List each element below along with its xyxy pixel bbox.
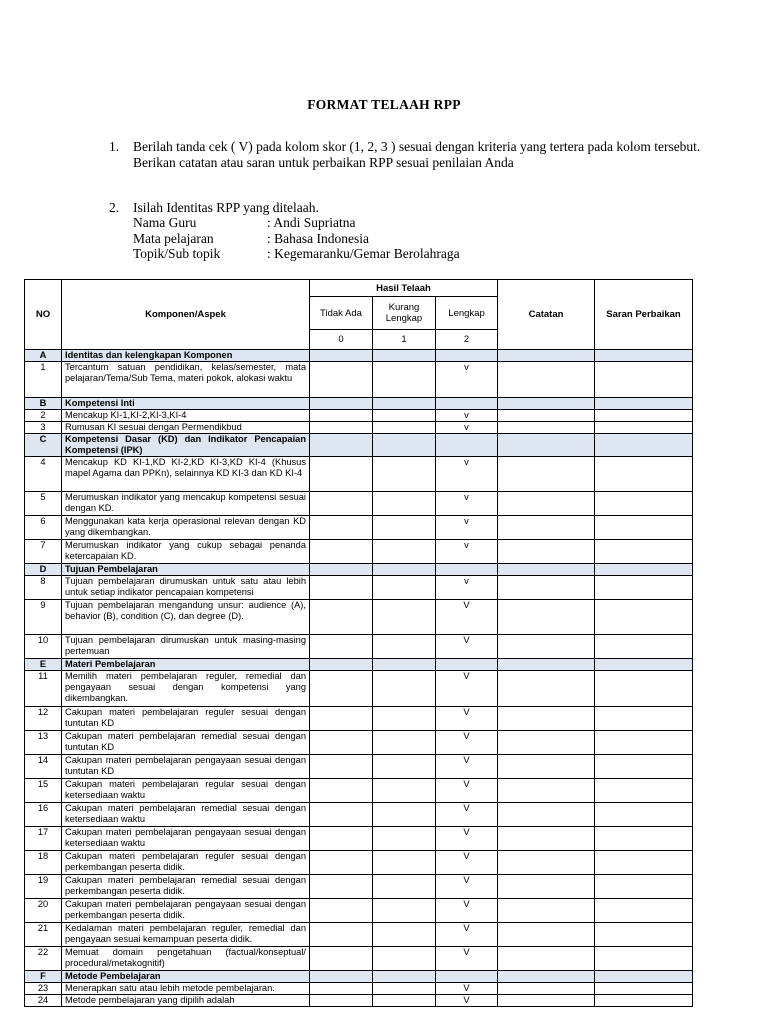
row-komponen: Cakupan materi pembelajaran remedial sesuai dengan perkembangan peserta didik.	[62, 875, 310, 899]
instruction-1-number: 1.	[109, 139, 120, 154]
row-number: 20	[25, 899, 62, 923]
table-row	[25, 410, 693, 422]
saran-cell[interactable]	[595, 827, 693, 851]
row-komponen: Cakupan materi pembelajaran remedial sesuai dengan tuntutan KD	[62, 731, 310, 755]
saran-cell	[595, 564, 693, 576]
score-cell-2-check[interactable]: V	[436, 875, 498, 899]
catatan-cell	[498, 564, 595, 576]
score-cell-1[interactable]	[373, 492, 436, 516]
score-cell-0[interactable]	[310, 635, 373, 659]
section-code: A	[25, 350, 62, 362]
score-cell-1[interactable]	[373, 731, 436, 755]
score-cell-2-check[interactable]: V	[436, 707, 498, 731]
score-cell-0	[310, 564, 373, 576]
row-number: 18	[25, 851, 62, 875]
header-catatan: Catatan	[498, 280, 595, 350]
saran-cell[interactable]	[595, 410, 693, 422]
telaah-table	[24, 279, 693, 1007]
score-cell-1[interactable]	[373, 540, 436, 564]
score-cell-2	[436, 971, 498, 983]
score-cell-2-check[interactable]: V	[436, 731, 498, 755]
catatan-cell[interactable]	[498, 827, 595, 851]
section-code: C	[25, 434, 62, 457]
row-komponen: Cakupan materi pembelajaran pengayaan sesuai dengan ketersediaan waktu	[62, 827, 310, 851]
row-number: 14	[25, 755, 62, 779]
document-title: FORMAT TELAAH RPP	[307, 97, 461, 112]
score-cell-1[interactable]	[373, 923, 436, 947]
catatan-cell	[498, 971, 595, 983]
header-kurang-lengkap: Kurang Lengkap	[373, 297, 436, 330]
score-cell-1[interactable]	[373, 671, 436, 707]
catatan-cell[interactable]	[498, 540, 595, 564]
row-number: 10	[25, 635, 62, 659]
table-row	[25, 671, 693, 707]
section-row	[25, 659, 693, 671]
score-cell-1[interactable]	[373, 576, 436, 600]
section-title: Materi Pembelajaran	[62, 659, 310, 671]
saran-cell[interactable]	[595, 576, 693, 600]
score-cell-2-check[interactable]: V	[436, 635, 498, 659]
header-komponen: Komponen/Aspek	[62, 280, 310, 350]
score-cell-0	[310, 434, 373, 457]
section-code: D	[25, 564, 62, 576]
saran-cell[interactable]	[595, 707, 693, 731]
row-number: 19	[25, 875, 62, 899]
score-cell-2-check[interactable]: V	[436, 755, 498, 779]
row-number: 24	[25, 995, 62, 1007]
score-cell-1	[373, 398, 436, 410]
header-hasil-telaah: Hasil Telaah	[310, 280, 498, 297]
row-number: 17	[25, 827, 62, 851]
score-cell-2	[436, 350, 498, 362]
table-row	[25, 923, 693, 947]
score-cell-2-check[interactable]: v	[436, 576, 498, 600]
instruction-2-text: Isilah Identitas RPP yang ditelaah.	[133, 200, 319, 215]
catatan-cell[interactable]	[498, 983, 595, 995]
saran-cell[interactable]	[595, 671, 693, 707]
saran-cell[interactable]	[595, 457, 693, 492]
score-cell-0[interactable]	[310, 362, 373, 398]
score-cell-2	[436, 564, 498, 576]
instruction-2-number: 2.	[109, 200, 120, 215]
saran-cell[interactable]	[595, 755, 693, 779]
row-komponen: Cakupan materi pembelajaran reguler sesuai dengan perkembangan peserta didik.	[62, 851, 310, 875]
saran-cell[interactable]	[595, 899, 693, 923]
score-cell-1[interactable]	[373, 410, 436, 422]
table-row	[25, 875, 693, 899]
table-row	[25, 576, 693, 600]
saran-cell[interactable]	[595, 851, 693, 875]
table-row	[25, 707, 693, 731]
score-cell-1	[373, 971, 436, 983]
row-komponen: Merumuskan indikator yang cukup sebagai penanda ketercapaian KD.	[62, 540, 310, 564]
score-cell-2-check[interactable]: V	[436, 899, 498, 923]
catatan-cell[interactable]	[498, 755, 595, 779]
catatan-cell[interactable]	[498, 410, 595, 422]
row-komponen: Tujuan pembelajaran dirumuskan untuk satu atau lebih untuk setiap indikator pencapaian kompetensi	[62, 576, 310, 600]
catatan-cell[interactable]	[498, 457, 595, 492]
row-number: 22	[25, 947, 62, 971]
catatan-cell[interactable]	[498, 923, 595, 947]
catatan-cell[interactable]	[498, 492, 595, 516]
score-cell-0[interactable]	[310, 851, 373, 875]
section-row	[25, 564, 693, 576]
row-number: 7	[25, 540, 62, 564]
row-komponen: Memilih materi pembelajaran reguler, remedial dan pengayaan sesuai dengan kompetensi yang dikembangkan.	[62, 671, 310, 707]
score-cell-0[interactable]	[310, 576, 373, 600]
score-cell-1[interactable]	[373, 755, 436, 779]
row-komponen: Merumuskan indikator yang mencakup kompetensi sesuai dengan KD.	[62, 492, 310, 516]
saran-cell	[595, 434, 693, 457]
catatan-cell[interactable]	[498, 803, 595, 827]
table-row	[25, 516, 693, 540]
row-number: 4	[25, 457, 62, 492]
score-cell-1	[373, 350, 436, 362]
table-row	[25, 899, 693, 923]
header-no: NO	[25, 280, 62, 350]
section-row	[25, 971, 693, 983]
row-number: 13	[25, 731, 62, 755]
row-komponen: Cakupan materi pembelajaran pengayaan sesuai dengan tuntutan KD	[62, 755, 310, 779]
catatan-cell	[498, 398, 595, 410]
score-cell-1[interactable]	[373, 422, 436, 434]
catatan-cell	[498, 434, 595, 457]
score-cell-0	[310, 659, 373, 671]
row-komponen: Cakupan materi pembelajaran reguler sesuai dengan tuntutan KD	[62, 707, 310, 731]
row-number: 16	[25, 803, 62, 827]
table-row	[25, 851, 693, 875]
saran-cell[interactable]	[595, 947, 693, 971]
score-cell-2-check[interactable]: V	[436, 779, 498, 803]
table-row	[25, 995, 693, 1007]
header-score-1: 1	[373, 330, 436, 350]
row-komponen: Cakupan materi pembelajaran regular sesuai dengan ketersediaan waktu	[62, 779, 310, 803]
row-komponen: Cakupan materi pembelajaran remedial sesuai dengan ketersediaan waktu	[62, 803, 310, 827]
score-cell-2-check[interactable]: v	[436, 457, 498, 492]
section-row	[25, 434, 693, 457]
row-number: 6	[25, 516, 62, 540]
score-cell-0[interactable]	[310, 755, 373, 779]
saran-cell[interactable]	[595, 731, 693, 755]
catatan-cell[interactable]	[498, 899, 595, 923]
table-row	[25, 827, 693, 851]
saran-cell[interactable]	[595, 516, 693, 540]
score-cell-0[interactable]	[310, 516, 373, 540]
score-cell-0[interactable]	[310, 707, 373, 731]
score-cell-1	[373, 564, 436, 576]
saran-cell[interactable]	[595, 779, 693, 803]
catatan-cell	[498, 659, 595, 671]
catatan-cell	[498, 350, 595, 362]
table-row	[25, 635, 693, 659]
saran-cell[interactable]	[595, 492, 693, 516]
section-code: E	[25, 659, 62, 671]
score-cell-2	[436, 434, 498, 457]
score-cell-1[interactable]	[373, 899, 436, 923]
catatan-cell[interactable]	[498, 600, 595, 635]
score-cell-1[interactable]	[373, 803, 436, 827]
score-cell-1[interactable]	[373, 516, 436, 540]
identity-value: : Kegemaranku/Gemar Berolahraga	[267, 246, 460, 261]
score-cell-1[interactable]	[373, 983, 436, 995]
score-cell-1[interactable]	[373, 362, 436, 398]
row-komponen: Mencakup KD KI-1,KD KI-2,KD KI-3,KD KI-4 (Khusus mapel Agama dan PPKn), selainnya KD KI-3 dan KD KI-4	[62, 457, 310, 492]
row-number: 9	[25, 600, 62, 635]
section-row	[25, 350, 693, 362]
catatan-cell[interactable]	[498, 576, 595, 600]
table-body	[25, 350, 693, 1007]
header-score-2: 2	[436, 330, 498, 350]
score-cell-0[interactable]	[310, 827, 373, 851]
row-komponen: Kedalaman materi pembelajaran reguler, remedial dan pengayaan sesuai kemampuan peserta didik.	[62, 923, 310, 947]
row-komponen: Metode pembelajaran yang dipilih adalah	[62, 995, 310, 1007]
score-cell-2	[436, 659, 498, 671]
score-cell-0	[310, 971, 373, 983]
row-number: 21	[25, 923, 62, 947]
score-cell-1	[373, 659, 436, 671]
catatan-cell[interactable]	[498, 516, 595, 540]
row-komponen: Menggunakan kata kerja operasional relevan dengan KD yang dikembangkan.	[62, 516, 310, 540]
table-row	[25, 803, 693, 827]
header-score-0: 0	[310, 330, 373, 350]
catatan-cell[interactable]	[498, 947, 595, 971]
score-cell-2	[436, 398, 498, 410]
score-cell-0[interactable]	[310, 803, 373, 827]
score-cell-1[interactable]	[373, 995, 436, 1007]
score-cell-0[interactable]	[310, 410, 373, 422]
catatan-cell[interactable]	[498, 995, 595, 1007]
saran-cell[interactable]	[595, 875, 693, 899]
row-number: 1	[25, 362, 62, 398]
row-number: 3	[25, 422, 62, 434]
catatan-cell[interactable]	[498, 731, 595, 755]
row-number: 12	[25, 707, 62, 731]
row-number: 2	[25, 410, 62, 422]
section-code: F	[25, 971, 62, 983]
table-row	[25, 983, 693, 995]
score-cell-2-check[interactable]: V	[436, 947, 498, 971]
row-komponen: Mencakup KI-1,KI-2,KI-3,KI-4	[62, 410, 310, 422]
score-cell-0[interactable]	[310, 923, 373, 947]
identity-value: : Bahasa Indonesia	[267, 231, 369, 246]
score-cell-1[interactable]	[373, 707, 436, 731]
saran-cell[interactable]	[595, 422, 693, 434]
saran-cell[interactable]	[595, 635, 693, 659]
score-cell-1[interactable]	[373, 635, 436, 659]
table-row	[25, 457, 693, 492]
score-cell-2-check[interactable]: v	[436, 540, 498, 564]
saran-cell[interactable]	[595, 600, 693, 635]
saran-cell[interactable]	[595, 803, 693, 827]
table-row	[25, 947, 693, 971]
score-cell-2-check[interactable]: V	[436, 827, 498, 851]
catatan-cell[interactable]	[498, 779, 595, 803]
score-cell-1[interactable]	[373, 875, 436, 899]
score-cell-0[interactable]	[310, 731, 373, 755]
catatan-cell[interactable]	[498, 422, 595, 434]
score-cell-0[interactable]	[310, 995, 373, 1007]
row-number: 15	[25, 779, 62, 803]
row-number: 5	[25, 492, 62, 516]
saran-cell	[595, 971, 693, 983]
table-row	[25, 540, 693, 564]
section-title: Kompetensi Dasar (KD) dan Indikator Pencapaian Kompetensi (IPK)	[62, 434, 310, 457]
score-cell-0[interactable]	[310, 779, 373, 803]
row-komponen: Tujuan pembelajaran dirumuskan untuk masing-masing pertemuan	[62, 635, 310, 659]
section-title: Tujuan Pembelajaran	[62, 564, 310, 576]
saran-cell	[595, 350, 693, 362]
score-cell-0[interactable]	[310, 899, 373, 923]
identity-label: Nama Guru	[133, 215, 197, 230]
header-saran: Saran Perbaikan	[595, 280, 693, 350]
score-cell-0	[310, 350, 373, 362]
score-cell-1[interactable]	[373, 827, 436, 851]
score-cell-2-check[interactable]: v	[436, 410, 498, 422]
row-komponen: Memuat domain pengetahuan (factual/konseptual/ procedural/metakognitif)	[62, 947, 310, 971]
score-cell-0[interactable]	[310, 875, 373, 899]
catatan-cell[interactable]	[498, 875, 595, 899]
saran-cell	[595, 659, 693, 671]
score-cell-0[interactable]	[310, 671, 373, 707]
saran-cell	[595, 398, 693, 410]
score-cell-0	[310, 398, 373, 410]
score-cell-1[interactable]	[373, 947, 436, 971]
table-row	[25, 600, 693, 635]
saran-cell[interactable]	[595, 362, 693, 398]
section-row	[25, 398, 693, 410]
score-cell-0[interactable]	[310, 947, 373, 971]
table-row	[25, 779, 693, 803]
score-cell-0[interactable]	[310, 492, 373, 516]
row-number: 8	[25, 576, 62, 600]
catatan-cell[interactable]	[498, 362, 595, 398]
catatan-cell[interactable]	[498, 707, 595, 731]
section-title: Metode Pembelajaran	[62, 971, 310, 983]
catatan-cell[interactable]	[498, 635, 595, 659]
saran-cell[interactable]	[595, 540, 693, 564]
score-cell-2-check[interactable]: V	[436, 600, 498, 635]
header-tidak-ada: Tidak Ada	[310, 297, 373, 330]
identity-value: : Andi Supriatna	[267, 215, 356, 230]
score-cell-1[interactable]	[373, 779, 436, 803]
section-code: B	[25, 398, 62, 410]
saran-cell[interactable]	[595, 983, 693, 995]
table-row	[25, 731, 693, 755]
identity-label: Topik/Sub topik	[133, 246, 221, 261]
score-cell-1[interactable]	[373, 457, 436, 492]
table-row	[25, 422, 693, 434]
section-title: Kompetensi Inti	[62, 398, 310, 410]
table-row	[25, 755, 693, 779]
instruction-1-text: Berilah tanda cek ( V) pada kolom skor (1, 2, 3 ) sesuai dengan kriteria yang tertera pada kolom tersebut. Berikan catatan atau saran untuk perbaikan RPP sesuai penilaian Anda	[133, 139, 701, 170]
row-number: 11	[25, 671, 62, 707]
score-cell-1	[373, 434, 436, 457]
header-lengkap: Lengkap	[436, 297, 498, 330]
score-cell-2-check[interactable]: V	[436, 671, 498, 707]
score-cell-0[interactable]	[310, 422, 373, 434]
score-cell-2-check[interactable]: v	[436, 362, 498, 398]
section-title: Identitas dan kelengkapan Komponen	[62, 350, 310, 362]
score-cell-2-check[interactable]: V	[436, 803, 498, 827]
saran-cell[interactable]	[595, 923, 693, 947]
row-komponen: Rumusan KI sesuai dengan Permendikbud	[62, 422, 310, 434]
score-cell-2-check[interactable]: v	[436, 422, 498, 434]
score-cell-2-check[interactable]: V	[436, 995, 498, 1007]
score-cell-0[interactable]	[310, 600, 373, 635]
table-row	[25, 492, 693, 516]
saran-cell[interactable]	[595, 995, 693, 1007]
score-cell-1[interactable]	[373, 600, 436, 635]
catatan-cell[interactable]	[498, 671, 595, 707]
score-cell-2-check[interactable]: V	[436, 923, 498, 947]
score-cell-0[interactable]	[310, 983, 373, 995]
score-cell-1[interactable]	[373, 851, 436, 875]
score-cell-0[interactable]	[310, 457, 373, 492]
score-cell-0[interactable]	[310, 540, 373, 564]
table-row	[25, 362, 693, 398]
row-komponen: Menerapkan satu atau lebih metode pembelajaran.	[62, 983, 310, 995]
score-cell-2-check[interactable]: V	[436, 851, 498, 875]
row-komponen: Tercantum satuan pendidikan, kelas/semester, mata pelajaran/Tema/Sub Tema, materi pokok, alokasi waktu	[62, 362, 310, 398]
score-cell-2-check[interactable]: v	[436, 492, 498, 516]
score-cell-2-check[interactable]: V	[436, 983, 498, 995]
row-komponen: Cakupan materi pembelajaran pengayaan sesuai dengan perkembangan peserta didik.	[62, 899, 310, 923]
identity-label: Mata pelajaran	[133, 231, 214, 246]
score-cell-2-check[interactable]: v	[436, 516, 498, 540]
row-komponen: Tujuan pembelajaran mengandung unsur: audience (A), behavior (B), condition (C), dan degree (D).	[62, 600, 310, 635]
catatan-cell[interactable]	[498, 851, 595, 875]
row-number: 23	[25, 983, 62, 995]
